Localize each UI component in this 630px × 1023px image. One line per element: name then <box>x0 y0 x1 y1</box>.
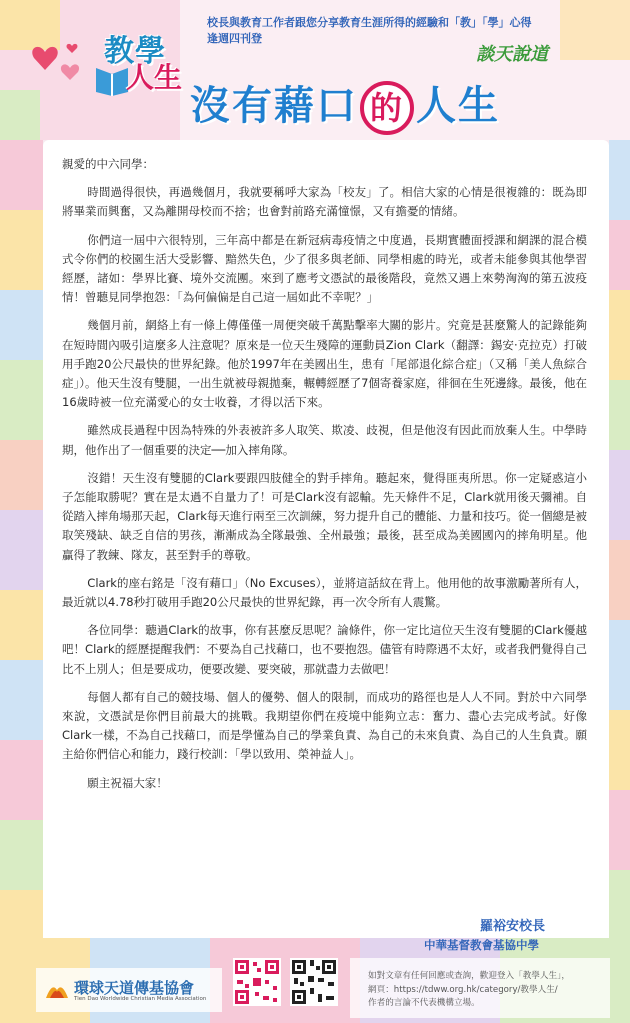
organization-logo <box>44 976 214 1006</box>
title-part-1: 沒有藉口 <box>190 83 358 129</box>
logo-top-text: 教學 <box>104 34 166 69</box>
heart-decoration-icon <box>30 40 90 90</box>
letter-greeting: 親愛的中六同學： <box>62 157 154 171</box>
title-highlight-char: 的 <box>360 81 414 135</box>
qr-code-icon[interactable] <box>233 958 281 1006</box>
footer-note-line: 作者的言論不代表機構立場。 <box>368 998 480 1008</box>
signature-name: 羅裕安校長 <box>480 919 546 934</box>
paragraph: 各位同學：聽過Clark的故事，你有甚麼反思呢？論條件，你一定比這位天生沒有雙腿的Clark優越吧！Clark的經歷提醒我們：不要為自己找藉口，也不要抱怨。儘管有時際遇不太好，或者我們覺得自己比不上別人；但是要成功，便要改變、要突破，那就盡力去做吧！ <box>62 623 587 676</box>
footer-note-line: 如對文章有任何回應或查詢，歡迎登入「教學人生」， <box>368 971 570 981</box>
letter-body <box>62 155 587 802</box>
paragraph: 你們這一屆中六很特別，三年高中都是在新冠病毒疫情之中度過，長期實體面授課和網課的混合模式令你們的校園生活大受影響、黯然失色，少了很多與老師、同學相處的時光，或者未能參與其他學習經歷，諸如：學界比賽、境外交流團。來到了應考文憑試的最後階段，竟然又遇上來勢洶洶的第五波疫情！曾聽見同學抱怨：「為何偏偏是自己這一屆如此不幸呢？」 <box>62 232 587 305</box>
paragraph: 沒錯！天生沒有雙腿的Clark要跟四肢健全的對手摔角。聽起來，覺得匪夷所思。你一定疑惑這小子怎能取勝呢？實在是太過不自量力了！可是Clark沒有認輸。先天條件不足，Clark就用後天彌補。自從踏入摔角場那天起，Clark每天進行兩至三次訓練，努力提升自己的體能、力量和技巧。從一個總是被取笑殘缺、缺乏自信的男孩，漸漸成為全隊最強、全州最強；最後，甚至成為美國國內的摔角明星。他贏得了教練、隊友，甚至對手的尊敬。 <box>62 470 587 562</box>
paragraph: 雖然成長過程中因為特殊的外表被許多人取笑、欺凌、歧視，但是他沒有因此而放棄人生。中學時期，他作出了一個重要的決定──加入摔角隊。 <box>62 423 587 457</box>
organization-name: 環球天道傳基協會 <box>74 979 195 997</box>
column-tagline: 校長與教育工作者跟您分享教育生涯所得的經驗和「教」「學」心得 <box>207 16 532 29</box>
qr-code-icon[interactable] <box>290 958 338 1006</box>
organization-mark-icon <box>44 978 70 1002</box>
paragraph: 每個人都有自己的競技場、個人的優勢、個人的限制，而成功的路徑也是人人不同。對於中六同學來說，文憑試是你們目前最大的挑戰。我期望你們在疫境中能夠立志：奮力、盡心去完成考試。好像Clark一樣，不為自己找藉口，而是學懂為自己的學業負責、為自己的未來負責、為自己的人生負責。願主給你們信心和能力，踐行校訓：「學以致用、榮神益人」。 <box>62 689 587 762</box>
article-title <box>190 74 500 135</box>
footer-website-link[interactable]: 網頁：https://tdww.org.hk/category/教學人生/ <box>368 984 558 995</box>
paragraph: 時間過得很快，再過幾個月，我就要稱呼大家為「校友」了。相信大家的心情是很複雜的：既為即將畢業而興奮，又為離開母校而不捨；也會對前路充滿憧憬，又有擔憂的情緒。 <box>62 185 587 219</box>
signature-school: 中華基督教會基協中學 <box>424 938 539 952</box>
header <box>0 0 630 140</box>
paragraph: 幾個月前，網絡上有一條上傳僅僅一周便突破千萬點擊率大關的影片。究竟是甚麼驚人的記錄能夠在短時間內吸引這麼多人注意呢？原來是一位天生殘障的運動員Zion Clark（翻譯：錫安·克拉克）打破用手跑20公尺最快的世界紀錄。他於1997年在美國出生，患有「尾部退化綜合症」（又稱「美人魚綜合症」）。他天生沒有雙腿，一出生就被母親拋棄，輾轉經歷了7個寄養家庭，徘徊在生死邊緣。最後，他在16歲時被一位充滿愛心的女士收養，才得以活下來。 <box>62 318 587 410</box>
closing-blessing: 願主祝福大家！ <box>87 775 168 790</box>
paragraph: Clark的座右銘是「沒有藉口」（No Excuses），並將這話紋在背上。他用他的故事激勵著所有人，最近就以4.78秒打破用手跑20公尺最快的世界紀錄，再一次令所有人震驚。 <box>62 575 587 610</box>
title-part-2: 人生 <box>416 83 500 129</box>
organization-name-english: Tien Dao Worldwide Christian Media Association <box>74 996 207 1002</box>
publish-frequency: 逢週四刊登 <box>207 32 262 45</box>
logo-bottom-text: 人生 <box>126 61 183 94</box>
footer-note <box>368 970 603 1011</box>
column-logo <box>82 12 182 92</box>
column-brand-logo: 談天說道 <box>476 44 548 65</box>
